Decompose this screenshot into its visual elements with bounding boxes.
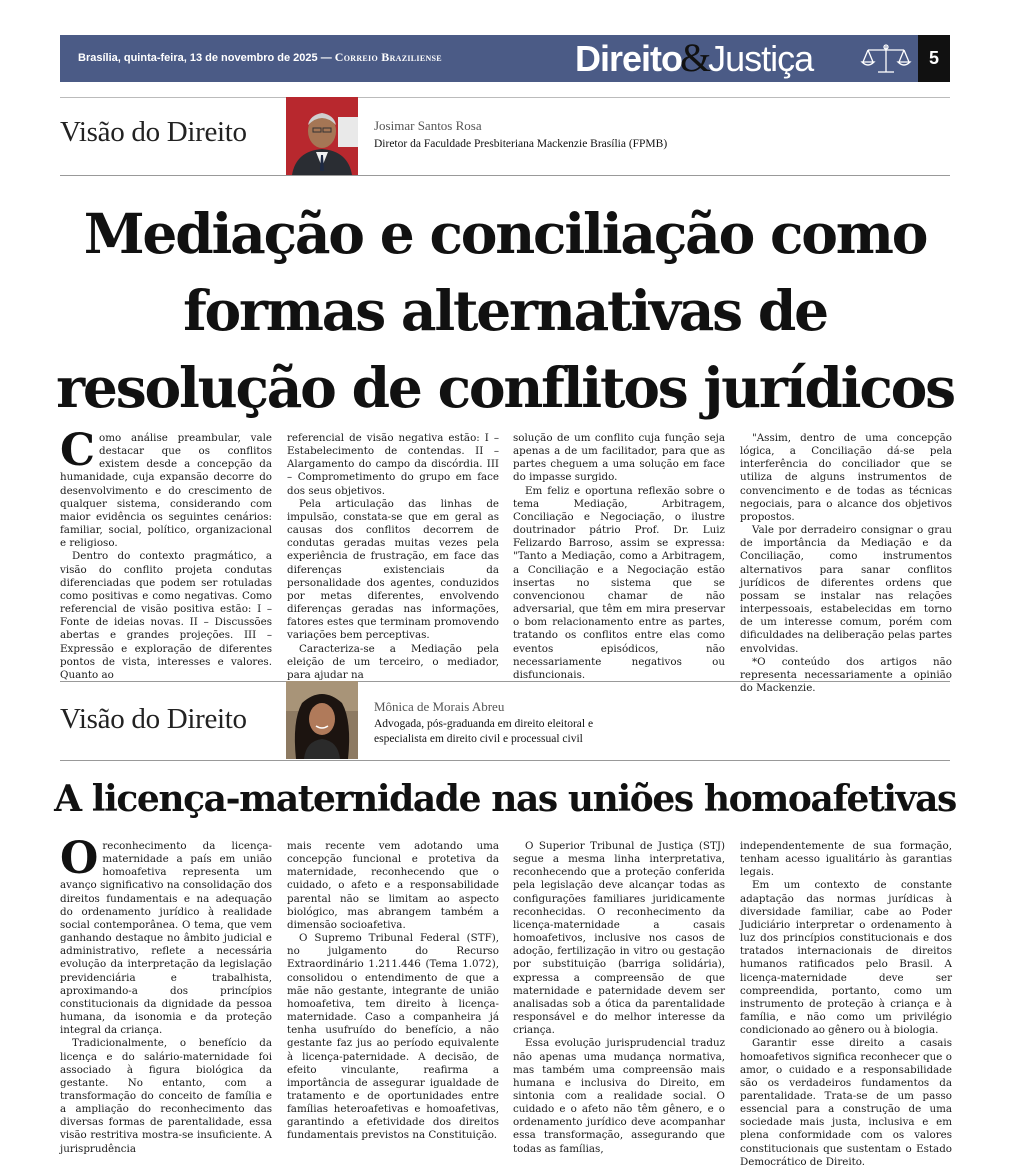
section-title-part1: Direito xyxy=(575,38,683,79)
newspaper-brand: Correio Braziliense xyxy=(334,50,442,64)
paragraph: Essa evolução jurisprudencial traduz não apenas uma mudança normativa, mas também uma compreensão mais humana e inclusiva do Direito, em sintonia com a realidade social. O cuidado e o afeto não têm gênero, e o ordenamento jurídico deve acompanhar essa transformação, assegurando que todas as famílias, xyxy=(513,1037,725,1155)
paragraph: Em um contexto de constante adaptação das normas jurídicas à diversidade familiar, cabe ao Poder Judiciário interpretar o ordenamento à luz dos princípios constitucionais e dos tratados internacionais de direitos humanos ratificados pelo Brasil. A licença-maternidade deve ser compreendida, portanto, como um instrumento de proteção à criança e à família, e não como um privilégio condicionado ao gênero ou à biologia. xyxy=(740,879,952,1037)
article-column-3 xyxy=(513,840,725,1156)
article-column-4 xyxy=(740,840,952,1169)
paragraph: reconhecimento da licença-maternidade a país em união homoafetiva representa um avanço significativo na consolidação dos direitos fundamentais e na adequação do ordenamento jurídico à realidade social contemporânea. O tema, que vem ganhando destaque no âmbito judicial e administrativo, reflete a necessária evolução da interpretação da legislação previdenciária e trabalhista, aproximando-a dos princípios constitucionais da dignidade da pessoa humana, da isonomia e da proteção integral da criança. xyxy=(60,840,272,1037)
paragraph: Tradicionalmente, o benefício da licença e do salário-maternidade foi associado à figura biológica da gestante. No entanto, com a transformação do conceito de família e a ampliação do reconhecimento das diversas formas de parentalidade, essa visão restritiva mostra-se insuficiente. A jurisprudência xyxy=(60,1037,272,1155)
author-role: Diretor da Faculdade Presbiteriana Mackenzie Brasília (FPMB) xyxy=(374,138,668,150)
drop-cap: C xyxy=(60,425,96,476)
article-column-1 xyxy=(60,425,272,682)
drop-cap: O xyxy=(60,833,99,884)
article-headline: A licença-maternidade nas uniões homoafetivas xyxy=(54,778,956,820)
author-photo-icon xyxy=(286,681,358,759)
article-headline: Mediação e conciliação como formas alternativas de resolução de conflitos jurídicos xyxy=(56,201,954,420)
section-rule-bottom xyxy=(60,760,950,761)
disclaimer: *O conteúdo dos artigos não representa necessariamente a opinião do Mackenzie. xyxy=(740,655,952,694)
paragraph: O Supremo Tribunal Federal (STF), no julgamento do Recurso Extraordinário 1.211.446 (Tema 1.072), consolidou o entendimento de que a mãe não gestante, integrante de união homoafetiva, tem direito à licença-maternidade. Caso a companheira já tenha usufruído do benefício, a não gestante faz jus ao período equivalente à licença-paternidade. A decisão, de efeito vinculante, reafirma a importância de assegurar igualdade de tratamento e de oportunidades entre famílias heteroafetivas e homoafetivas, garantindo a efetividade dos direitos fundamentais previstos na Constituição. xyxy=(287,932,499,1142)
paragraph: Vale por derradeiro consignar o grau de importância da Mediação e da Conciliação, como instrumentos alternativos para sanar conflitos jurídicos de diferentes ordens que possam se instalar nas relações interpessoais, estabelecidas em torno de um interesse comum, porém com dificuldades na deliberação pelas partes envolvidas. xyxy=(740,524,952,655)
section-rule-bottom xyxy=(60,175,950,176)
date-line: Brasília, quinta-feira, 13 de novembro de 2025 — xyxy=(78,52,332,64)
article-column-1 xyxy=(60,833,272,1156)
section-title-ampersand: & xyxy=(680,35,711,80)
author-photo-icon xyxy=(286,97,358,175)
section-rule-top xyxy=(60,681,950,682)
paragraph: Em feliz e oportuna reflexão sobre o tema Mediação, Arbitragem, Conciliação e Negociação, o ilustre doutrinador pátrio Prof. Dr. Luiz Felizardo Barroso, assim se expressa: "Tanto a Mediação, como a Arbitragem, a Conciliação e a Negociação estão insertas no sistema que se convencionou chamar de não adversarial, que têm em mira preservar o bom relacionamento entre as partes, tratando os conflitos entre elas como eventos episódicos, não necessariamente negativos ou disfuncionais. xyxy=(513,484,725,681)
paragraph: omo análise preambular, vale destacar que os conflitos existem desde a concepção da humanidade, cuja expansão decorre do desenvolvimento e do crescimento de qualquer sistema, considerando com maior evidência os seguintes cenários: familiar, social, político, organizacional e religioso. xyxy=(60,432,272,550)
section-label: Visão do Direito xyxy=(60,703,247,735)
masthead-bar xyxy=(60,35,950,82)
section-rule-top xyxy=(60,97,950,98)
paragraph: Dentro do contexto pragmático, a visão do conflito projeta condutas diferenciadas que podem ser rotuladas como positivas e como negativas. Como referencial de visão positiva estão: I – Fonte de ideias novas. II – Discussões abertas e grandes projeções. III – Expressão e exploração de diferentes pontos de vista, interesses e valores. Quanto ao xyxy=(60,550,272,681)
paragraph: Pela articulação das linhas de impulsão, constata-se que em geral as causas dos conflitos decorrem de condutas geradas muitas vezes pela experiência de frustração, em face das diferenças existenciais da personalidade dos agentes, conduzidos por metas diferentes, envolvendo diferenças geradas nas informações, fatores estes que terminam promovendo variações bem perceptivas. xyxy=(287,497,499,642)
article-column-2 xyxy=(287,840,499,1143)
section-title xyxy=(575,35,814,80)
masthead-dateline xyxy=(78,50,442,65)
paragraph: Caracteriza-se a Mediação pela eleição de um terceiro, o mediador, para ajudar na xyxy=(287,642,499,681)
paragraph: independentemente de sua formação, tenham acesso igualitário às garantias legais. xyxy=(740,840,952,879)
paragraph: "Assim, dentro de uma concepção lógica, a Conciliação dá-se pela interferência do conciliador que se utiliza de alguns instrumentos de convencimento e de todas as técnicas negociais, para o alcance dos objetivos propostos. xyxy=(740,432,952,523)
section-title-part2: Justiça xyxy=(708,38,814,79)
paragraph: Garantir esse direito a casais homoafetivos significa reconhecer que o amor, o cuidado e a responsabilidade são os verdadeiros fundamentos da parentalidade. Trata-se de um passo essencial para a construção de uma sociedade mais justa, inclusiva e em plena conformidade com os valores constitucionais que sustentam o Estado Democrático de Direito. xyxy=(740,1037,952,1168)
article-column-4 xyxy=(740,432,952,695)
author-portrait xyxy=(286,97,358,175)
author-name: Josimar Santos Rosa xyxy=(374,118,482,133)
author-portrait xyxy=(286,681,358,759)
article-column-2 xyxy=(287,432,499,682)
paragraph: solução de um conflito cuja função seja apenas a de um facilitador, para que as partes cheguem a uma solução em face do impasse surgido. xyxy=(513,432,725,484)
paragraph: referencial de visão negativa estão: I – Estabelecimento de contendas. II – Alargamento do campo da discórdia. III – Comprometimento do grupo em face dos seus objetivos. xyxy=(287,432,499,497)
paragraph: O Superior Tribunal de Justiça (STJ) segue a mesma linha interpretativa, reconhecendo que a proteção conferida pela legislação deve alcançar todas as configurações familiares juridicamente reconhecidas. O reconhecimento da licença-maternidade a casais homoafetivos, inclusive nos casos de adoção, fertilização in vitro ou gestação por substituição (barriga solidária), expressa a compreensão de que maternidade e paternidade devem ser analisadas sob a ótica da parentalidade responsável e do melhor interesse da criança. xyxy=(513,840,725,1037)
author-role: Advogada, pós-graduanda em direito eleitoral e especialista em direito civil e processual civil xyxy=(374,718,594,745)
scales-of-justice-icon xyxy=(860,43,912,75)
page-number: 5 xyxy=(918,35,950,82)
author-name: Mônica de Morais Abreu xyxy=(374,699,505,714)
article-column-3 xyxy=(513,432,725,682)
section-label: Visão do Direito xyxy=(60,116,247,148)
paragraph: mais recente vem adotando uma concepção funcional e protetiva da maternidade, reconhecendo que o cuidado, o afeto e a responsabilidade parental não se limitam ao aspecto biológico, mas abrangem também a dimensão socioafetiva. xyxy=(287,840,499,931)
